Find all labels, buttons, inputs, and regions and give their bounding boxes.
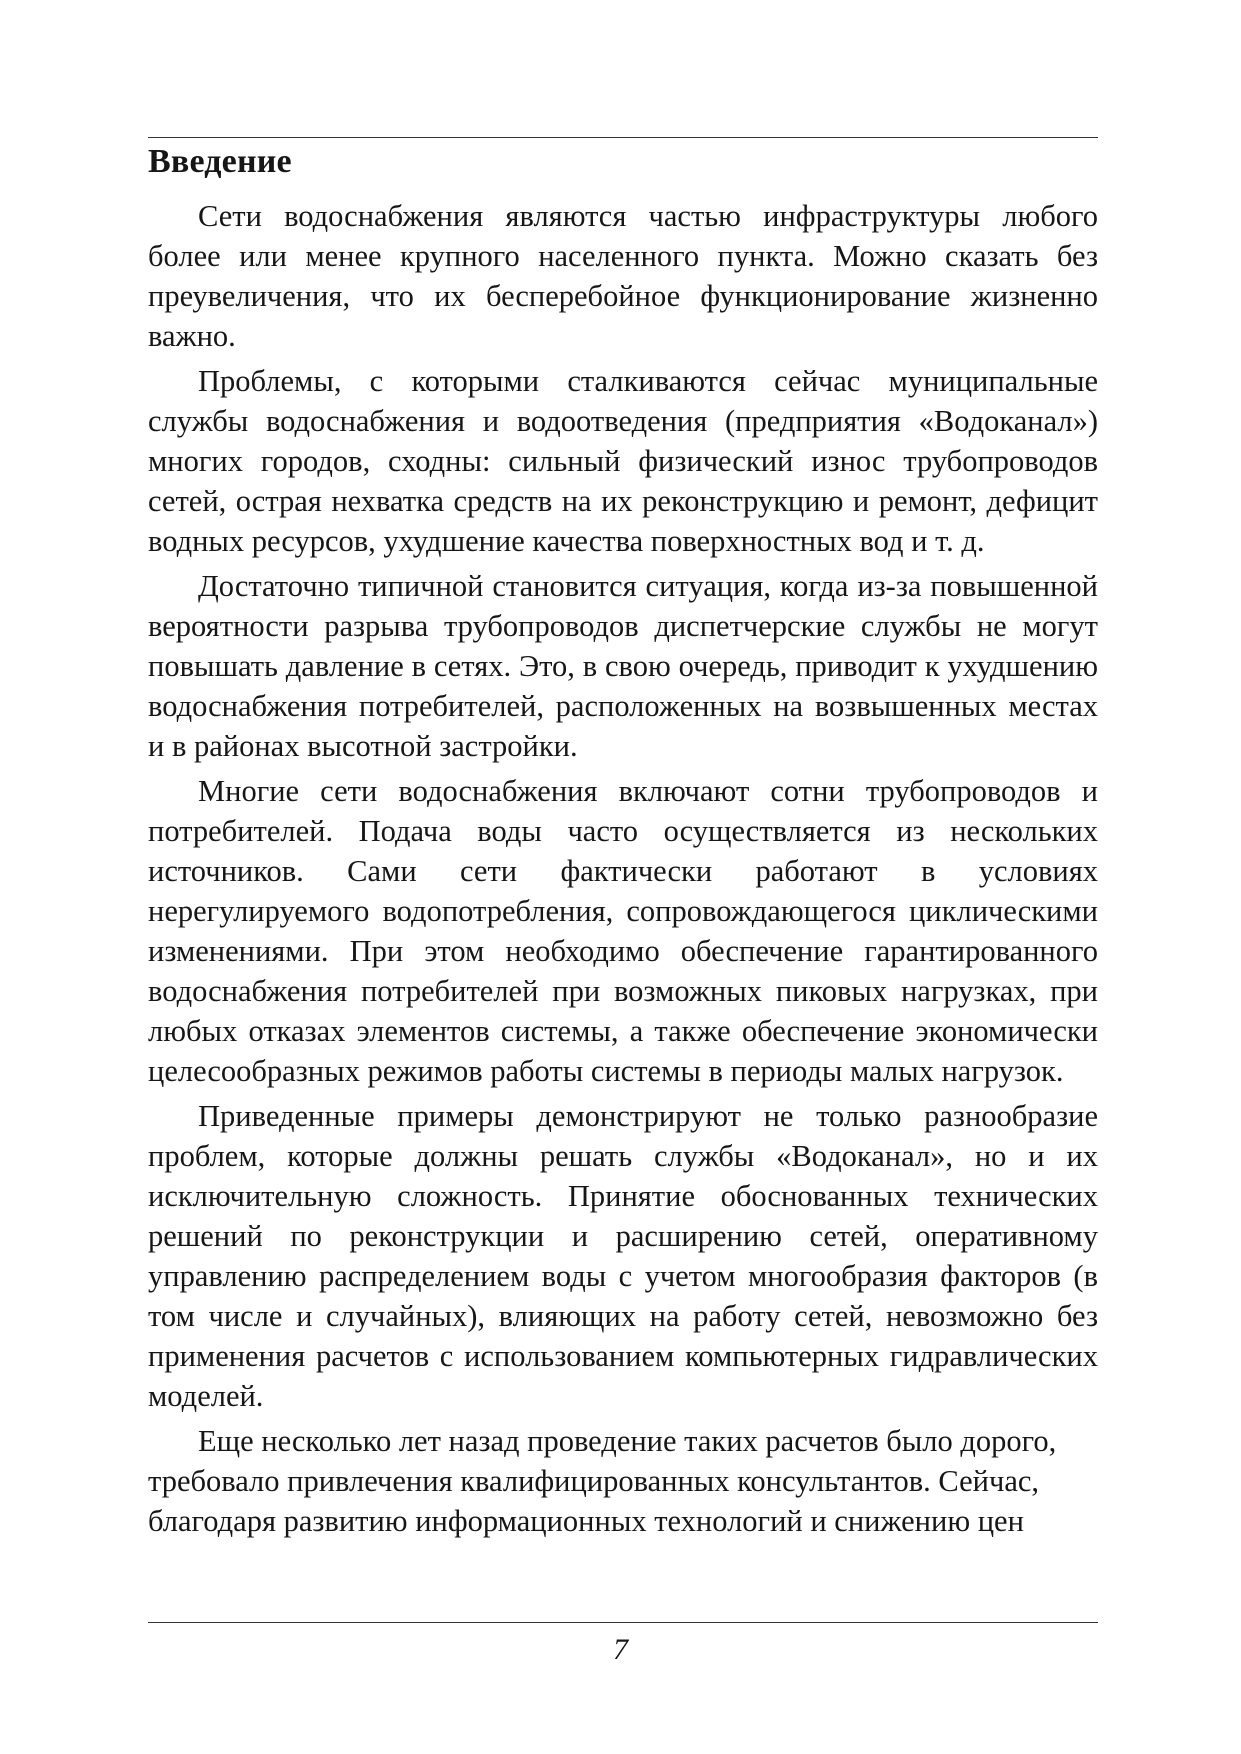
paragraph-2: Проблемы, с которыми сталкиваются сейчас муниципальные службы водоснабжения и водоотведения (предприятия «Водоканал») многих городов, сходны: сильный физический износ трубопроводов сетей, острая нехватка средств на их реконструкцию и ремонт, дефицит водных ресурсов, ухудшение качества поверхностных вод и т. д.	[148, 364, 1098, 558]
section-heading: Введение	[148, 143, 292, 180]
header-rule	[148, 137, 1098, 138]
paragraph-3: Достаточно типичной становится ситуация, когда из-за повышенной вероятности разрыва трубопроводов диспетчерские службы не могут повышать давление в сетях. Это, в свою очередь, приводит к ухудшению водоснабжения потребителей, расположенных на возвышенных местах и в районах высотной застройки.	[148, 569, 1098, 763]
body-text	[148, 196, 1098, 1546]
paragraph-6: Еще несколько лет назад проведение таких расчетов было дорого, требовало привлечения квалифицированных консультантов. Сейчас, благодаря развитию информационных технологий и снижению цен	[148, 1424, 1057, 1538]
paragraph-4: Многие сети водоснабжения включают сотни трубопроводов и потребителей. Подача воды часто осуществляется из нескольких источников. Сами сети фактически работают в условиях нерегулируемого водопотребления, сопровождающегося циклическими изменениями. При этом необходимо обеспечение гарантированного водоснабжения потребителей при возможных пиковых нагрузках, при любых отказах элементов системы, а также обеспечение экономически целесообразных режимов работы системы в периоды малых нагрузок.	[148, 774, 1098, 1088]
paragraph-1: Сети водоснабжения являются частью инфраструктуры любого более или менее крупного населенного пункта. Можно сказать без преувеличения, что их бесперебойное функционирование жизненно важно.	[148, 199, 1098, 353]
footer-rule	[148, 1622, 1098, 1623]
paragraph-5: Приведенные примеры демонстрируют не только разнообразие проблем, которые должны решать службы «Водоканал», но и их исключительную сложность. Принятие обоснованных технических решений по реконструкции и расширению сетей, оперативному управлению распределением воды с учетом многообразия факторов (в том числе и случайных), влияющих на работу сетей, невозможно без применения расчетов с использованием компьютерных гидравлических моделей.	[148, 1099, 1098, 1413]
page-number: 7	[613, 1633, 628, 1666]
